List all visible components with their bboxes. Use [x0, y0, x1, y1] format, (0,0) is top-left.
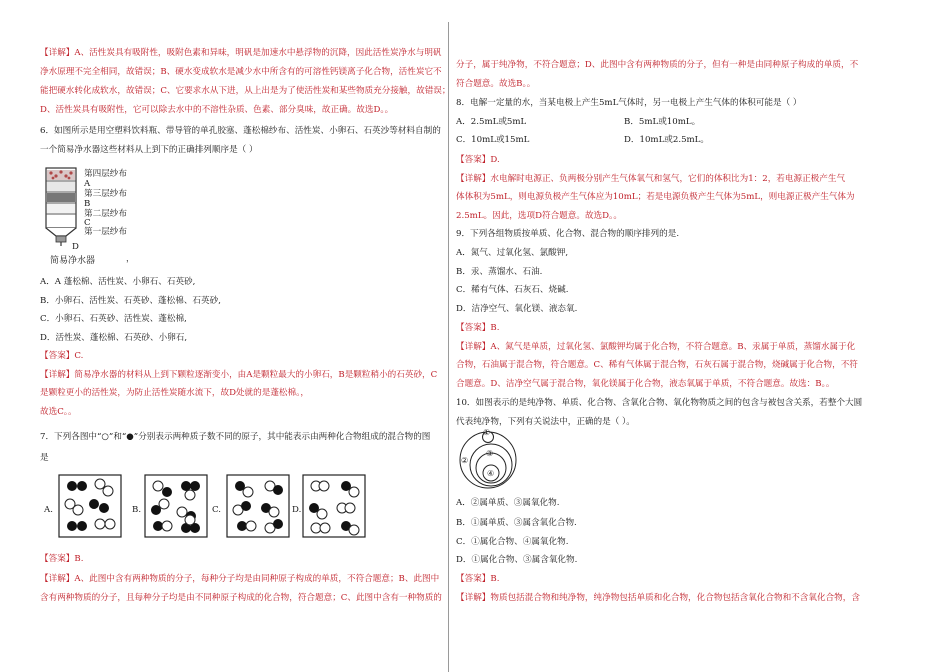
q8-option: C．10mL或15mL [456, 135, 530, 145]
water-purifier-figure [44, 166, 168, 270]
q10-option: B．①属单质、③属含氧化合物. [456, 518, 577, 528]
q10-answer: 【答案】B. [456, 574, 500, 584]
q7-stem-line: 7．下列各图中“○”和“●”分别表示两种质子数不同的原子，其中能表示由两种化合物组成的混合物的图 [40, 432, 431, 442]
q5-analysis-line: 能把硬水转化成软水，故错误；C、它要求水从下进，从上出是为了使活性炭和某些物质充分接触，故错误； [40, 86, 451, 96]
q6-analysis-line: 故选C。。 [40, 407, 77, 417]
q7-box-a-diagram [58, 474, 122, 538]
q9-option: D．洁净空气、氧化镁、液态氧. [456, 304, 578, 314]
q6-analysis-line: 是颗粒更小的活性炭，为防止活性炭随水流下，故D处就的是蓬松棉。， [40, 388, 309, 398]
q8-option: A．2.5mL或5mL [456, 117, 527, 127]
column-divider [448, 22, 449, 672]
q7-option-label: A. [44, 505, 53, 515]
q10-analysis-line: 【详解】物质包括混合物和纯净物，纯净物包括单质和化合物，化合物包括含氧化合物和不含氧化合物，含 [456, 593, 860, 603]
q7-stem-line: 是 [40, 453, 49, 463]
q8-analysis-line: 2.5mL。因此，选项D符合题意。故选D。。 [456, 211, 622, 221]
circle-label: ② [461, 456, 469, 465]
q10-option: A．②属单质、③属氧化物. [456, 498, 560, 508]
outlet-label: D [72, 242, 79, 252]
q7-analysis-line: 【详解】A、此图中含有两种物质的分子，每种分子均是由同种原子构成的单质，不符合题意；B、此图中 [40, 574, 440, 584]
q6-stem-line: 6．如图所示是用空塑料饮料瓶、带导管的单孔胶塞、蓬松棉纱布、活性炭、小卵石、石英沙等材料自制的 [40, 126, 441, 136]
q9-analysis-line: 【详解】A、氮气是单质，过氧化氢、氯酸钾均属于化合物，不符合题意。B、汞属于单质，蒸馏水属于化 [456, 342, 856, 352]
q8-analysis-line: 体体积为5mL，则电源负极产生气体应为10mL；若是电源负极产生气体为5mL，则电源正极产生气体为 [456, 192, 855, 202]
q6-option: D．活性炭、蓬松棉、石英砂、小卵石, [40, 333, 188, 343]
figure-trailing-mark: ， [126, 254, 135, 264]
purifier-bottle-icon [44, 166, 84, 246]
layer-label: 第三层纱布 [84, 189, 127, 199]
q6-option: A．A 蓬松棉、活性炭、小卵石、石英砂, [40, 277, 196, 287]
q7-analysis-cont-line: 分子，属于纯净物，不符合题意；D、此图中含有两种物质的分子，但有一种是由同种原子构成的单质，不 [456, 60, 859, 70]
q9-analysis-line: 合物，石油属于混合物，符合题意。C、稀有气体属于混合物，石灰石属于混合物，烧碱属于化合物，不符 [456, 360, 858, 370]
q6-answer: 【答案】C. [40, 351, 84, 361]
q7-box-d-diagram [302, 474, 366, 538]
q6-analysis-line: 【详解】简易净水器的材料从上到下颗粒逐渐变小，由A是颗粒最大的小卵石，B是颗粒稍小的石英砂，C [40, 370, 438, 380]
circle-label: ① [483, 428, 491, 437]
q6-stem-line: 一个简易净水器这些材料从上到下的正确排列顺序是（ ） [40, 145, 258, 155]
layer-label: 第四层纱布 [84, 169, 127, 179]
q6-option: C．小卵石、石英砂、活性炭、蓬松棉, [40, 314, 187, 324]
circle-label: ③ [486, 449, 494, 458]
circle-label: ④ [487, 469, 495, 478]
q9-option: B．汞、蒸馏水、石油. [456, 267, 543, 277]
q5-analysis-line: 净水原理不完全相同，故错误；B、硬水变成软水是减少水中所含有的可溶性钙镁离子化合物，活性炭它不 [40, 67, 442, 77]
q10-option: C．①属化合物、④属氧化物. [456, 537, 569, 547]
q8-analysis-line: 【详解】水电解时电源正、负两极分别产生气体氧气和氢气，它们的体积比为1：2，若电源正极产生气 [456, 174, 846, 184]
q10-stem-line: 代表纯净物，下列有关说法中，正确的是（ ）。 [456, 417, 635, 427]
q6-option: B．小卵石、活性炭、石英砂、蓬松棉、石英砂, [40, 296, 221, 306]
layer-label: 第二层纱布 [84, 209, 127, 219]
layer-label: B [84, 199, 91, 209]
layer-label: 第一层纱布 [84, 227, 127, 237]
q5-analysis-line: 【详解】A、活性炭具有吸附性，吸附色素和异味，明矾是加速水中悬浮物的沉降，因此活性炭净水与明矾 [40, 48, 442, 58]
q10-option: D．①属化合物、③属含氧化物. [456, 555, 578, 565]
q9-option: C．稀有气体、石灰石、烧碱. [456, 285, 569, 295]
q8-answer: 【答案】D. [456, 155, 500, 165]
q9-stem: 9．下列各组物质按单质、化合物、混合物的顺序排列的是. [456, 229, 680, 239]
q9-option: A．氮气、过氧化氢、氯酸钾, [456, 248, 569, 258]
figure-caption: 简易净水器 [50, 256, 96, 266]
q8-option: B．5mL或10mL。 [624, 117, 701, 127]
q9-answer: 【答案】B. [456, 323, 500, 333]
q7-answer: 【答案】B. [40, 554, 84, 564]
q7-option-label: D. [292, 505, 302, 515]
q7-box-b-diagram [144, 474, 208, 538]
q8-option: D．10mL或2.5mL。 [624, 135, 709, 145]
q7-box-c-diagram [226, 474, 290, 538]
q10-stem-line: 10．如图表示的是纯净物、单质、化合物、含氧化合物、氧化物物质之间的包含与被包含关系，若整个大圆 [456, 398, 863, 408]
q5-analysis-line: D、活性炭具有吸附性，它可以除去水中的不溶性杂质、色素、部分臭味，故正确。故选D。。 [40, 105, 394, 115]
q7-analysis-cont-line: 符合题意。故选B。。 [456, 79, 536, 89]
q7-option-label: B. [132, 505, 142, 515]
layer-label: A [84, 179, 91, 189]
q7-option-label: C. [212, 505, 222, 515]
q8-stem: 8．电解一定量的水，当某电极上产生5mL气体时，另一电极上产生气体的体积可能是（ ） [456, 98, 802, 108]
q7-analysis-line: 含有两种物质的分子，且每种分子均是由不同种原子构成的化合物，符合题意；C、此图中含有一种物质的 [40, 593, 442, 603]
layer-label: C [84, 218, 91, 228]
q9-analysis-line: 合题意。D、洁净空气属于混合物，氧化镁属于化合物，液态氧属于单质，不符合题意。故选：B。。 [456, 379, 835, 389]
